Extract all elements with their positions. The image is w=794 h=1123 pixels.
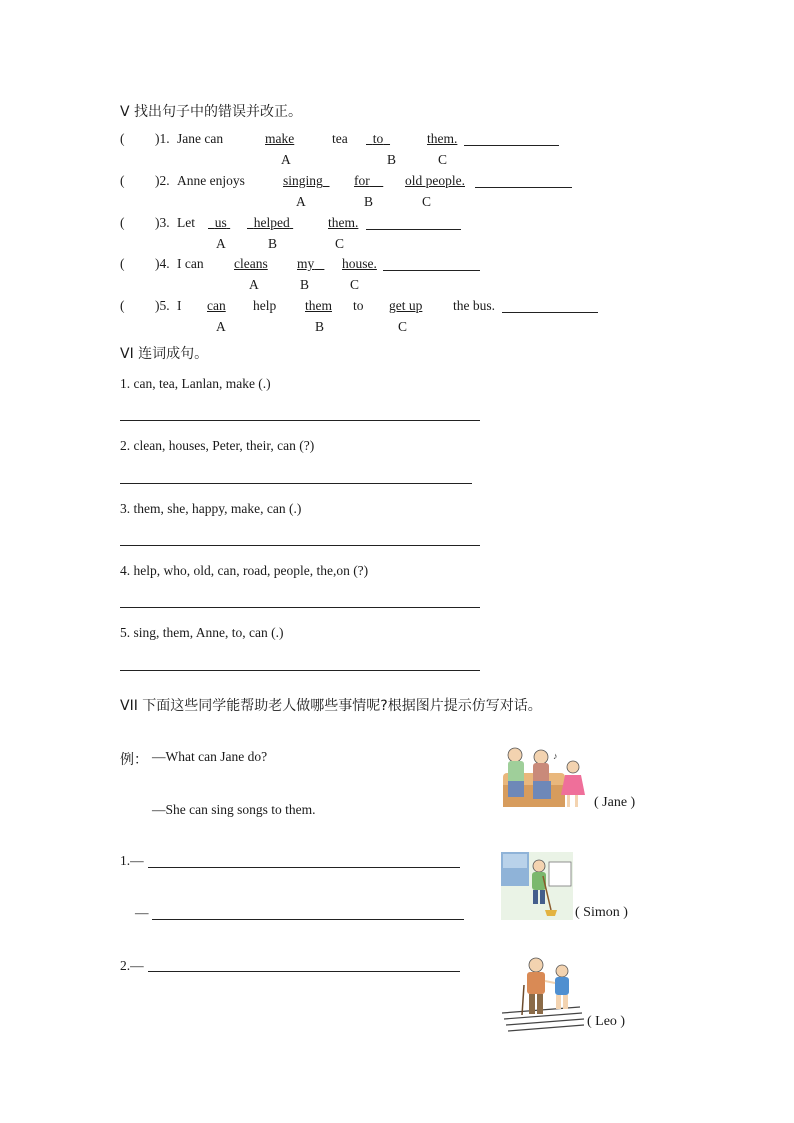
name-label-leo: ( Leo ) [587,1014,626,1029]
name-label-jane: ( Jane ) [594,795,636,810]
underlined-option-c: them. [427,131,458,146]
dialogue-2-label: 2.— [120,958,144,973]
option-letter: A [216,319,226,334]
illustration-simon-sweeping [501,852,573,920]
underlined-option-a: cleans [234,256,268,271]
section7-heading: VII 下面这些同学能帮助老人做哪些事情呢?根据图片提示仿写对话。 [120,698,542,714]
dialogue-1-dash: — [135,905,149,920]
underlined-option-a: can [207,298,226,313]
answer-line[interactable] [502,312,598,313]
option-letter: C [335,236,345,251]
word-list-3: 3. them, she, happy, make, can (.) [120,501,302,516]
answer-line[interactable] [383,270,480,271]
sentence-part: Jane can [177,131,224,146]
option-letter: B [268,236,278,251]
underlined-option-a: us [214,215,227,230]
option-letter: B [315,319,325,334]
word-list-2: 2. clean, houses, Peter, their, can (?) [120,438,315,453]
option-letter: A [281,152,291,167]
underlined-option-b: for [354,173,370,188]
option-letter: A [216,236,226,251]
underlined-option-c: get up [389,298,423,313]
underlined-option-a: singing [283,173,323,188]
item-number: )4. [155,256,170,271]
answer-bracket-open: ( [120,131,125,146]
option-letter: C [422,194,432,209]
option-letter: B [387,152,397,167]
answer-bracket-open: ( [120,215,125,230]
word-list-5: 5. sing, them, Anne, to, can (.) [120,625,284,640]
word-list-1: 1. can, tea, Lanlan, make (.) [120,376,271,391]
option-letter: C [398,319,408,334]
illustration-leo-crossing [500,955,585,1035]
item-number: )3. [155,215,170,230]
answer-line-1[interactable] [120,420,480,421]
answer-line-3[interactable] [120,545,480,546]
answer-bracket-open: ( [120,298,125,313]
item-number: )5. [155,298,170,313]
example-answer: —She can sing songs to them. [152,802,316,817]
answer-line-4[interactable] [120,607,480,608]
dialogue-2-question-line[interactable] [148,971,460,972]
option-letter: B [300,277,310,292]
sentence-part: I can [177,256,204,271]
underlined-option-b: my [297,256,315,271]
section5-heading: V 找出句子中的错误并改正。 [120,104,303,120]
sentence-part: Anne enjoys [177,173,245,188]
name-label-simon: ( Simon ) [575,905,628,920]
sentence-part: to [353,298,364,313]
option-letter: B [364,194,374,209]
sentence-part: the bus. [453,298,495,313]
svg-text:♪: ♪ [553,751,558,761]
dialogue-1-label: 1.— [120,853,144,868]
underlined-option-b: them [305,298,332,313]
section6-heading: VI 连词成句。 [120,346,209,362]
option-letter: A [296,194,306,209]
answer-line[interactable] [464,145,559,146]
item-number: )2. [155,173,170,188]
sentence-part: help [253,298,277,313]
sentence-part: tea [332,131,348,146]
underlined-option-c: them. [328,215,359,230]
answer-bracket-open: ( [120,173,125,188]
answer-line-5[interactable] [120,670,480,671]
illustration-jane-singing [503,745,593,813]
item-number: )1. [155,131,170,146]
sentence-part: I [177,298,182,313]
answer-line[interactable] [366,229,461,230]
dialogue-1-answer-line[interactable] [152,919,464,920]
option-letter: C [438,152,448,167]
option-letter: C [350,277,360,292]
option-letter: A [249,277,259,292]
underlined-option-c: old people. [405,173,465,188]
sentence-part: Let [177,215,195,230]
example-label: 例： [120,752,148,768]
example-question: —What can Jane do? [152,749,268,764]
underlined-option-b: to [372,131,384,146]
underlined-option-a: make [265,131,295,146]
answer-bracket-open: ( [120,256,125,271]
underlined-option-b: helped [253,215,290,230]
word-list-4: 4. help, who, old, can, road, people, the,on (?) [120,563,369,578]
dialogue-1-question-line[interactable] [148,867,460,868]
underlined-option-c: house. [342,256,377,271]
answer-line[interactable] [475,187,572,188]
answer-line-2[interactable] [120,483,472,484]
